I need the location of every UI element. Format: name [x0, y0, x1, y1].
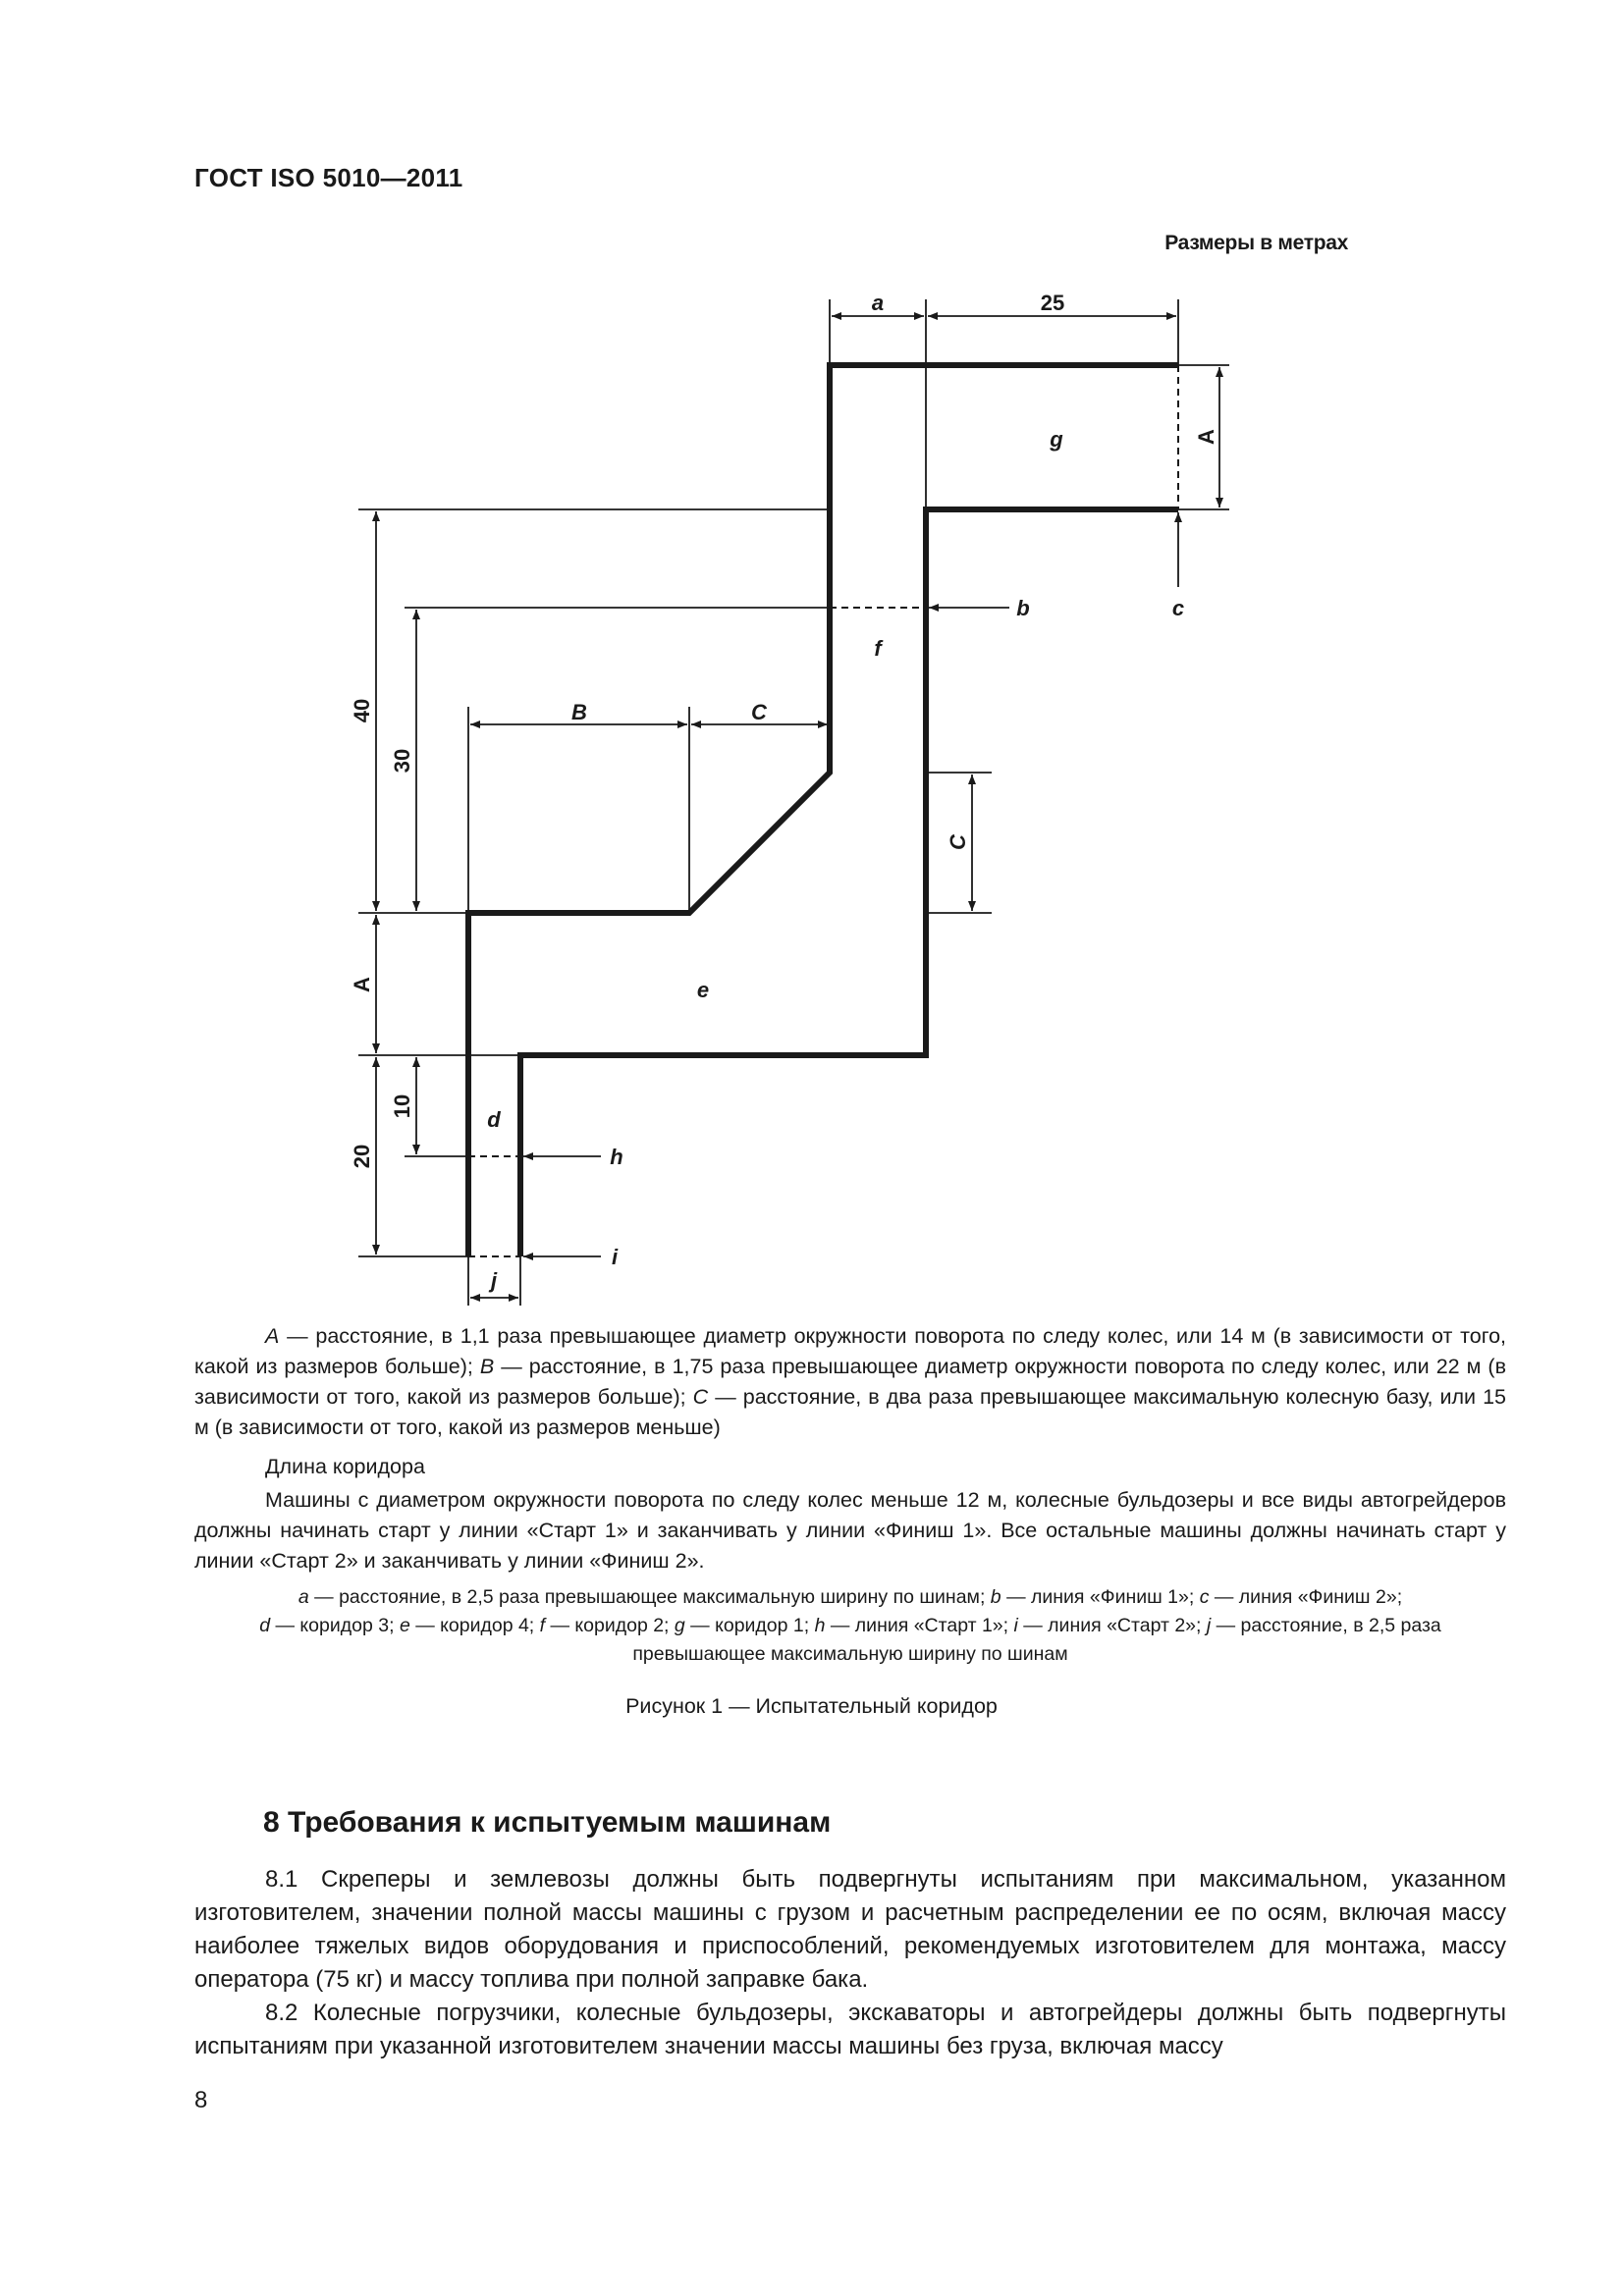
- key-i-text: — линия «Старт 2»;: [1017, 1615, 1207, 1636]
- key-c-symbol: c: [1199, 1586, 1210, 1608]
- region-d-label: d: [487, 1107, 501, 1132]
- corridor-length-text: Машины с диаметром окружности поворота по следу колес меньше 12 м, колесные бульдозеры и все виды автогрейдеров должны начинать старт у линии «Старт 1» и заканчивать у линии «Финиш 1». Все остальные машины должны начинать старт у линии «Старт 2» и заканчивать у линии «Финиш 2».: [194, 1488, 1506, 1573]
- line-i-label: i: [611, 1245, 619, 1269]
- legend-A-text: — расстояние, в 1,1 раза превышающее диаметр окружности поворота по следу колес, или 14 м (в зависимости от того, какой из размеров больше);: [194, 1324, 1506, 1378]
- key-b-text: — линия «Финиш 1»;: [1001, 1586, 1200, 1608]
- key-e-text: — коридор 4;: [409, 1615, 540, 1636]
- corridor-outline-left: [468, 365, 1178, 1256]
- figure-key: [194, 1583, 1506, 1669]
- document-header: ГОСТ ISO 5010—2011: [194, 163, 463, 192]
- line-h-label: h: [610, 1145, 623, 1169]
- paragraph-8-2: 8.2 Колесные погрузчики, колесные бульдозеры, экскаваторы и автогрейдеры должны быть подвергнуты испытаниям при указанной изготовителем значении массы машины без груза, включая массу: [194, 2000, 1506, 2059]
- figure-caption: Рисунок 1 — Испытательный коридор: [625, 1694, 998, 1718]
- key-d-symbol: d: [259, 1615, 271, 1636]
- key-g-text: — коридор 1;: [684, 1615, 815, 1636]
- dim-j-label: j: [490, 1268, 498, 1293]
- dim-20-label: 20: [350, 1144, 374, 1169]
- key-d-text: — коридор 3;: [270, 1615, 400, 1636]
- legend-B-symbol: B: [479, 1355, 495, 1378]
- page-number: 8: [194, 2087, 208, 2113]
- key-e-symbol: e: [399, 1615, 410, 1636]
- corridor-length-title: Длина коридора: [265, 1455, 425, 1478]
- dim-C-horizontal-label: C: [751, 700, 767, 724]
- line-c-label: c: [1171, 596, 1185, 620]
- key-h-symbol: h: [814, 1615, 826, 1636]
- units-note: Размеры в метрах: [1164, 232, 1348, 254]
- key-f-symbol: f: [539, 1615, 546, 1636]
- dim-a-label: a: [871, 291, 885, 315]
- key-h-text: — линия «Старт 1»;: [825, 1615, 1014, 1636]
- region-g-label: g: [1050, 427, 1063, 452]
- region-e-label: e: [696, 978, 710, 1002]
- region-f-label: f: [874, 636, 882, 661]
- key-f-text: — коридор 2;: [545, 1615, 675, 1636]
- dim-A-top-label: A: [1194, 429, 1218, 445]
- key-c-text: — линия «Финиш 2»;: [1209, 1586, 1403, 1608]
- key-a-text: — расстояние, в 2,5 раза превышающее максимальную ширину по шинам;: [308, 1586, 991, 1608]
- section-body: [194, 1863, 1506, 2063]
- dim-A-left-label: A: [350, 977, 374, 992]
- dimension-legend: [194, 1321, 1506, 1443]
- legend-C-symbol: C: [692, 1385, 709, 1409]
- dim-10-label: 10: [390, 1094, 414, 1119]
- dim-B-label: B: [571, 700, 587, 724]
- line-b-label: b: [1016, 596, 1030, 620]
- dim-30-label: 30: [390, 748, 414, 774]
- legend-C-text: — расстояние, в два раза превышающее максимальную колесную базу, или 15 м (в зависимости от того, какой из размеров меньше): [194, 1385, 1507, 1439]
- dim-C-vertical-label: C: [946, 834, 970, 850]
- key-g-symbol: g: [674, 1615, 685, 1636]
- key-i-symbol: i: [1013, 1615, 1018, 1636]
- key-j-text: — расстояние, в 2,5 раза превышающее максимальную ширину по шинам: [632, 1615, 1441, 1665]
- legend-A-symbol: A: [265, 1324, 280, 1348]
- legend-B-text: — расстояние, в 1,75 раза превышающее диаметр окружности поворота по следу колес, или 22 м (в зависимости от того, какой из размеров больше);: [194, 1355, 1506, 1409]
- section-heading: 8 Требования к испытуемым машинам: [263, 1806, 832, 1839]
- dim-25-label: 25: [1040, 291, 1065, 315]
- key-a-symbol: a: [298, 1586, 309, 1608]
- key-j-symbol: j: [1206, 1615, 1212, 1636]
- key-b-symbol: b: [990, 1586, 1001, 1608]
- paragraph-8-1: 8.1 Скреперы и землевозы должны быть подвергнуты испытаниям при максимальном, указанном изготовителем, значении полной массы машины с грузом и расчетным распределении ее по осям, включая массу наиболее тяжелых видов оборудования и приспособлений, рекомендуемых изготовителем для монтажа, массу оператора (75 кг) и массу топлива при полной заправке бака.: [194, 1866, 1506, 1993]
- extension-lines: [358, 299, 1229, 1306]
- dim-40-label: 40: [350, 698, 374, 723]
